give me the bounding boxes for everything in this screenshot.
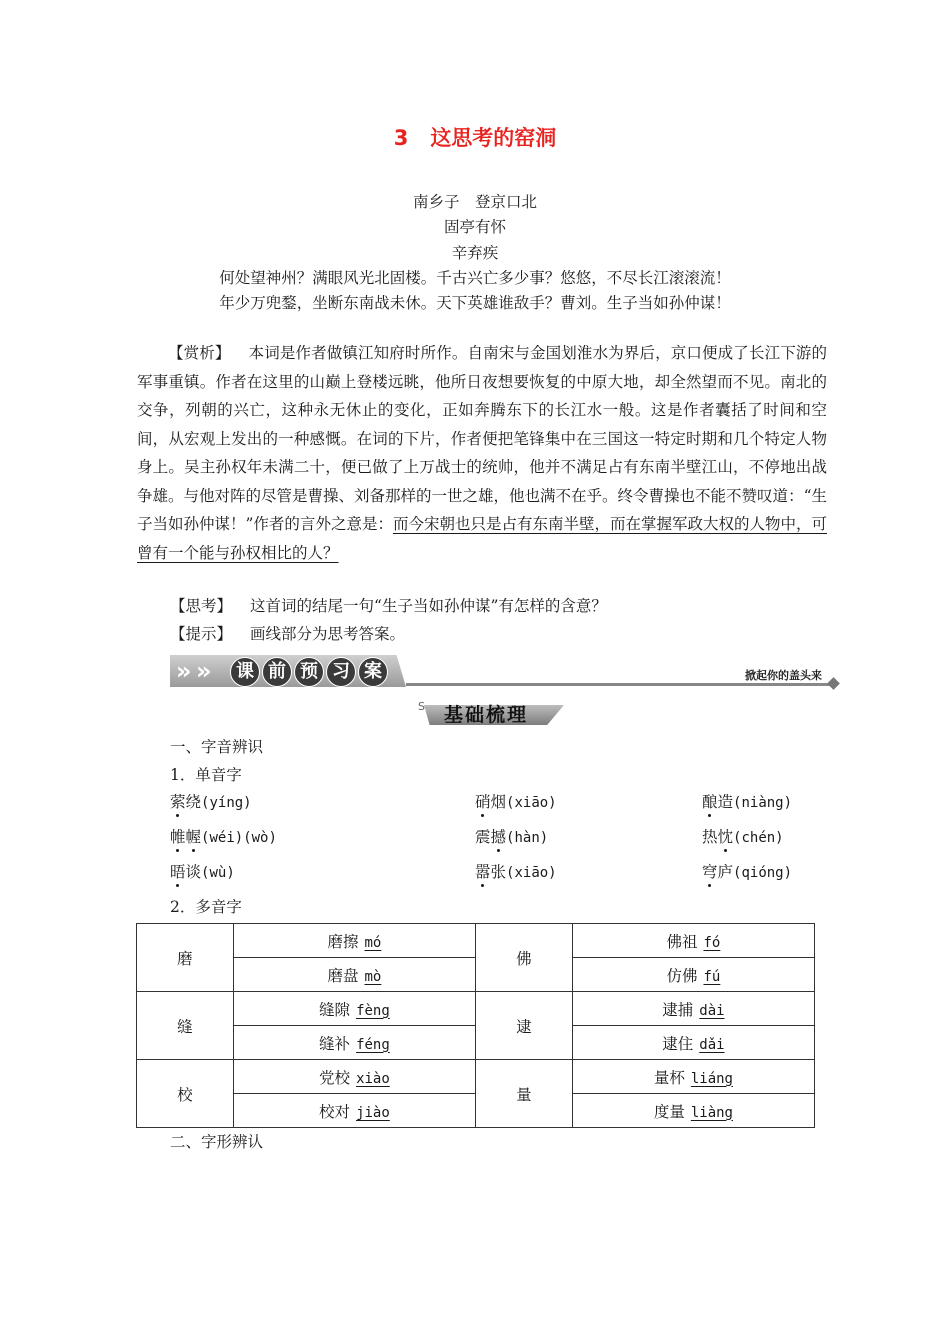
banner-char: 习 xyxy=(326,657,356,687)
subhead xyxy=(418,700,568,728)
table-row xyxy=(137,992,815,1026)
hint-tag: 【提示】 xyxy=(170,625,233,643)
poem-line-2: 年少万兜鍪，坐断东南战未休。天下英雄谁敌手？曹刘。生子当如孙仲谋！ xyxy=(219,294,731,312)
single-word-item: 硝烟(xiāo) xyxy=(475,793,557,811)
table-cell: 逮捕 dài xyxy=(572,992,814,1026)
table-cell: 仿佛 fú xyxy=(572,958,814,992)
lesson-title: 这思考的窑洞 xyxy=(430,126,557,150)
analysis-underlined-answer: 而今宋朝也只是占有东南半壁，而在掌握军政大权的人物中，可曾有一个能与孙权相比的人？ xyxy=(137,515,827,562)
single-word-item: 穹庐(qióng) xyxy=(702,863,793,881)
banner-char: 前 xyxy=(262,657,292,687)
subhead-mark: S xyxy=(418,700,425,713)
single-word-item: 晤谈(wù) xyxy=(170,863,235,881)
banner-title xyxy=(230,657,388,687)
table-cell: 量杯 liáng xyxy=(572,1060,814,1094)
subsection-polyphonic: 2．多音字 xyxy=(170,898,242,916)
single-word-item: 萦绕(yíng) xyxy=(170,793,252,811)
table-cell: 磨擦 mó xyxy=(233,924,475,958)
table-cell: 佛祖 fó xyxy=(572,924,814,958)
chevron-right-icon: » xyxy=(176,657,192,685)
banner-char: 案 xyxy=(358,657,388,687)
table-cell: 缝补 féng xyxy=(233,1026,475,1060)
single-word-item: 震撼(hàn) xyxy=(475,828,549,846)
analysis-tag: 【赏析】 xyxy=(168,344,231,362)
single-word-item: 酿造(niàng) xyxy=(702,793,793,811)
analysis-paragraph xyxy=(137,339,827,567)
poem-name: 南乡子 登京口北 xyxy=(412,193,537,211)
banner-char: 课 xyxy=(230,657,260,687)
table-cell: 佛 xyxy=(475,924,572,992)
subsection-single: 1．单音字 xyxy=(170,766,242,784)
single-word-item: 帷幄(wéi)(wò) xyxy=(170,828,277,846)
polyphonic-table xyxy=(136,923,815,1128)
table-cell: 逮 xyxy=(475,992,572,1060)
table-row xyxy=(137,924,815,958)
analysis-text: 本词是作者做镇江知府时所作。自南宋与金国划淮水为界后，京口便成了长江下游的军事重镇。作者在这里的山巅上登楼远眺，他所日夜想要恢复的中原大地，却全然望而不见。南北的交争，列朝的兴亡，这种永无休止的变化，正如奔腾东下的长江水一般。这是作者囊括了时间和空间，从宏观上发出的一种感慨。在词的下片，作者便把笔锋集中在三国这一特定时期和几个特定人物身上。吴主孙权年未满二十，便已做了上万战士的统帅，他并不满足占有东南半壁江山，不停地出战争雄。与他对阵的尽管是曹操、刘备那样的一世之雄，他也满不在乎。终令曹操也不能不赞叹道：“生子当如孙仲谋！”作者的言外之意是： xyxy=(137,344,827,533)
hint-text: 画线部分为思考答案。 xyxy=(250,625,406,643)
table-cell: 量 xyxy=(475,1060,572,1128)
section-2-title: 二、字形辨认 xyxy=(170,1133,264,1151)
table-cell: 磨 xyxy=(137,924,234,992)
think-text: 这首词的结尾一句“生子当如孙仲谋”有怎样的含意？ xyxy=(250,597,607,615)
chevron-right-icon: » xyxy=(196,657,212,685)
table-cell: 磨盘 mò xyxy=(233,958,475,992)
table-cell: 校对 jiào xyxy=(233,1094,475,1128)
banner-char: 预 xyxy=(294,657,324,687)
poem-name-continued: 固亭有怀 xyxy=(443,218,506,236)
think-line xyxy=(170,594,607,616)
poem-line-1: 何处望神州？满眼风光北固楼。千古兴亡多少事？悠悠，不尽长江滚滚流！ xyxy=(219,269,731,287)
poem-author: 辛弃疾 xyxy=(451,244,499,262)
table-cell: 校 xyxy=(137,1060,234,1128)
table-row xyxy=(137,1060,815,1094)
single-word-item: 热忱(chén) xyxy=(702,828,784,846)
diamond-icon xyxy=(827,677,840,690)
table-cell: 逮住 dǎi xyxy=(572,1026,814,1060)
lesson-number: 3 xyxy=(393,126,409,150)
section-banner xyxy=(170,655,840,687)
hint-line xyxy=(170,622,405,644)
table-cell: 度量 liàng xyxy=(572,1094,814,1128)
banner-slogan: 掀起你的盖头来 xyxy=(745,669,822,682)
table-cell: 缝隙 fèng xyxy=(233,992,475,1026)
section-1-title: 一、字音辨识 xyxy=(170,738,264,756)
page-title xyxy=(0,122,950,152)
single-word-item: 嚣张(xiāo) xyxy=(475,863,557,881)
subhead-title: 基础梳理 xyxy=(444,704,529,726)
banner-rule xyxy=(406,683,830,686)
table-cell: 党校 xiào xyxy=(233,1060,475,1094)
table-cell: 缝 xyxy=(137,992,234,1060)
think-tag: 【思考】 xyxy=(170,597,233,615)
